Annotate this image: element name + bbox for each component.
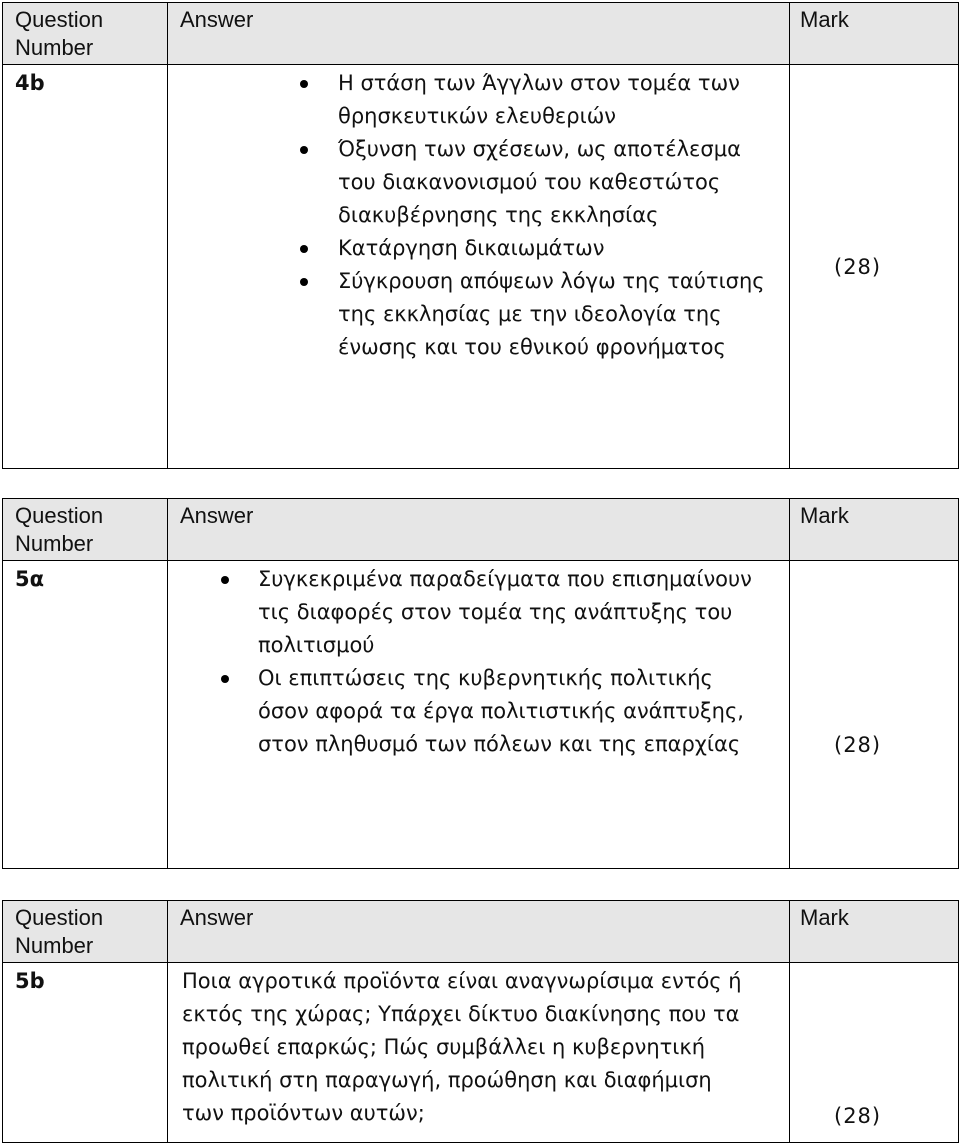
header-row xyxy=(3,3,959,65)
answer-cell xyxy=(168,561,790,869)
mark-header: Mark xyxy=(790,499,959,561)
list-item: Συγκεκριμένα παραδείγματα που επισημαίνουν τις διαφορές στον τομέα της ανάπτυξης του πολιτισμού xyxy=(258,563,769,662)
answer-header: Answer xyxy=(168,499,790,561)
list-item: Όξυνση των σχέσεων, ως αποτέλεσμα του διακανονισμού του καθεστώτος διακυβέρνησης της εκκλησίας xyxy=(338,133,769,232)
answer-header: Answer xyxy=(168,901,790,963)
mark-value: (28) xyxy=(790,963,959,1143)
marking-table-5b xyxy=(2,900,959,1143)
mark-value: (28) xyxy=(790,65,959,469)
marking-table-5a xyxy=(2,498,959,869)
question-row xyxy=(3,65,959,469)
bullet-icon xyxy=(300,278,308,286)
bullet-icon xyxy=(300,146,308,154)
question-number-header: Question Number xyxy=(3,901,168,963)
answer-bullet-list xyxy=(168,65,789,364)
question-number: 5b xyxy=(3,963,168,1143)
answer-header: Answer xyxy=(168,3,790,65)
answer-cell xyxy=(168,65,790,469)
bullet-icon xyxy=(221,576,229,584)
list-item: Η στάση των Άγγλων στον τομέα των θρησκευτικών ελευθεριών xyxy=(338,67,769,133)
bullet-icon xyxy=(300,245,308,253)
mark-value: (28) xyxy=(790,561,959,869)
question-number: 4b xyxy=(3,65,168,469)
header-row xyxy=(3,901,959,963)
question-number-header: Question Number xyxy=(3,3,168,65)
list-item: Κατάργηση δικαιωμάτων xyxy=(338,232,769,265)
mark-header: Mark xyxy=(790,901,959,963)
question-number: 5α xyxy=(3,561,168,869)
list-item: Σύγκρουση απόψεων λόγω της ταύτισης της εκκλησίας με την ιδεολογία της ένωσης και του εθνικού φρονήματος xyxy=(338,265,769,364)
answer-text: Ποια αγροτικά προϊόντα είναι αναγνωρίσιμα εντός ή εκτός της χώρας; Υπάρχει δίκτυο διακίνησης που τα προωθεί επαρκώς; Πώς συμβάλλει η κυβερνητική πολιτική στη παραγωγή, προώθηση και διαφήμιση των προϊόντων αυτών; xyxy=(168,963,790,1143)
marking-table-4b xyxy=(2,2,959,469)
bullet-icon xyxy=(300,80,308,88)
mark-header: Mark xyxy=(790,3,959,65)
answer-bullet-list xyxy=(168,561,789,761)
question-number-header: Question Number xyxy=(3,499,168,561)
bullet-icon xyxy=(221,675,229,683)
question-row xyxy=(3,963,959,1143)
list-item: Οι επιπτώσεις της κυβερνητικής πολιτικής όσον αφορά τα έργα πολιτιστικής ανάπτυξης, στον πληθυσμό των πόλεων και της επαρχίας xyxy=(258,662,769,761)
header-row xyxy=(3,499,959,561)
question-row xyxy=(3,561,959,869)
